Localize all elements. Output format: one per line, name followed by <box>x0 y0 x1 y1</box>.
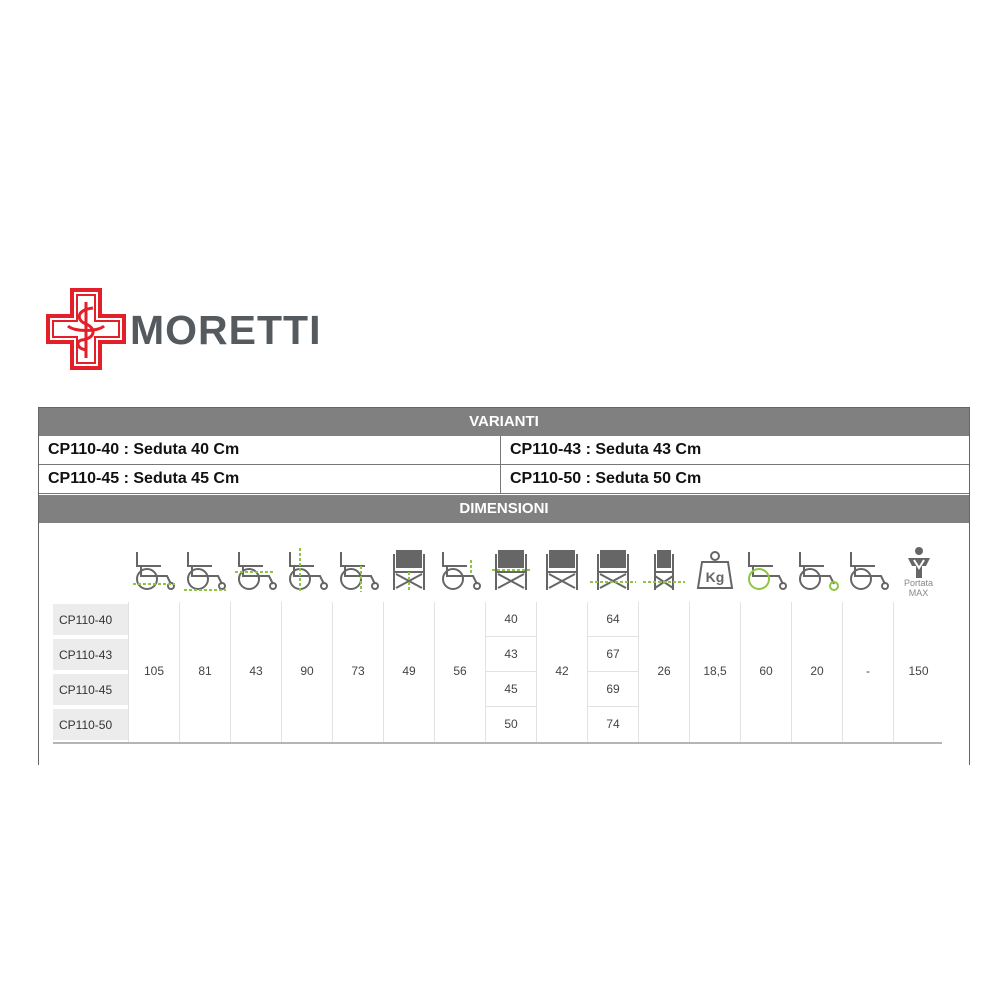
weight-kg-icon <box>689 540 740 600</box>
wheelchair-armrest-height-icon <box>434 540 485 600</box>
variants-header: VARIANTI <box>39 408 969 436</box>
value-cell: 90 <box>300 664 314 678</box>
table-column-6 <box>383 602 434 742</box>
table-column-11 <box>638 602 689 742</box>
value-cell: 81 <box>198 664 212 678</box>
table-column-15 <box>842 602 893 742</box>
value-cell: 74 <box>606 717 620 731</box>
value-cell: 43 <box>486 637 536 672</box>
dimensions-table <box>53 602 942 744</box>
wheelchair-seat-width-icon <box>485 540 536 600</box>
variants-row <box>39 465 969 494</box>
value-cell: 18,5 <box>703 664 727 678</box>
wheelchair-side-length-folded-icon <box>179 540 230 600</box>
variant-cp110-43: CP110-43 : Seduta 43 Cm <box>510 441 702 458</box>
wheelchair-seat-depth-icon <box>536 540 587 600</box>
wheelchair-rear-wheel-option-icon <box>842 540 893 600</box>
wheel-diameter-front-icon <box>791 540 842 600</box>
table-column-14 <box>791 602 842 742</box>
moretti-logo <box>46 288 346 372</box>
table-column-3 <box>230 602 281 742</box>
variants-row <box>39 436 969 465</box>
table-column-4 <box>281 602 332 742</box>
wheelchair-backrest-height-icon <box>383 540 434 600</box>
value-cell: 67 <box>588 637 638 672</box>
value-cell: 26 <box>657 664 671 678</box>
value-cell: 73 <box>351 664 365 678</box>
value-cell: 42 <box>555 664 569 678</box>
table-column-1 <box>128 602 179 742</box>
person-max-load-icon <box>893 540 944 600</box>
table-column-total-width <box>587 602 638 742</box>
row-label-cp110-45: CP110-45 <box>53 674 128 707</box>
row-label-cp110-50: CP110-50 <box>53 709 128 742</box>
value-cell: 64 <box>588 602 638 637</box>
table-column-7 <box>434 602 485 742</box>
value-cell: 20 <box>810 664 824 678</box>
value-cell: 69 <box>588 672 638 707</box>
wheelchair-total-height-icon <box>281 540 332 600</box>
table-column-12 <box>689 602 740 742</box>
value-cell: 45 <box>486 672 536 707</box>
value-cell: 50 <box>504 717 518 731</box>
max-load-caption-line2: MAX <box>908 588 929 598</box>
value-cell: 49 <box>402 664 416 678</box>
wheelchair-seat-height-icon <box>230 540 281 600</box>
row-label-cp110-40: CP110-40 <box>53 604 128 637</box>
value-cell: 40 <box>486 602 536 637</box>
value-cell: 60 <box>759 664 773 678</box>
table-column-16 <box>893 602 942 742</box>
max-load-caption-line1: Portata <box>903 578 934 588</box>
wheelchair-folded-depth-icon <box>332 540 383 600</box>
row-label-cp110-43: CP110-43 <box>53 639 128 672</box>
wheel-diameter-rear-icon <box>740 540 791 600</box>
svg-text:Kg: Kg <box>705 569 725 585</box>
wheelchair-side-length-icon <box>128 540 179 600</box>
dimensions-header: DIMENSIONI <box>39 495 969 523</box>
wheelchair-folded-width-icon <box>638 540 689 600</box>
variant-cp110-40: CP110-40 : Seduta 40 Cm <box>39 436 501 464</box>
max-load-caption <box>893 578 944 598</box>
table-column-5 <box>332 602 383 742</box>
value-cell: 56 <box>453 664 467 678</box>
wheelchair-total-width-icon <box>587 540 638 600</box>
dimension-icons-row <box>128 540 942 602</box>
value-cell: 105 <box>143 664 165 678</box>
value-cell: 150 <box>908 664 929 678</box>
brand-name: MORETTI <box>130 307 322 353</box>
value-cell: 43 <box>249 664 263 678</box>
value-cell: - <box>866 664 870 678</box>
variant-cp110-45: CP110-45 : Seduta 45 Cm <box>39 465 501 493</box>
table-column-13 <box>740 602 791 742</box>
medical-cross-icon <box>46 288 126 370</box>
table-column-2 <box>179 602 230 742</box>
table-column-seat-width <box>485 602 536 742</box>
table-column-9 <box>536 602 587 742</box>
variant-cp110-50: CP110-50 : Seduta 50 Cm <box>510 470 702 487</box>
